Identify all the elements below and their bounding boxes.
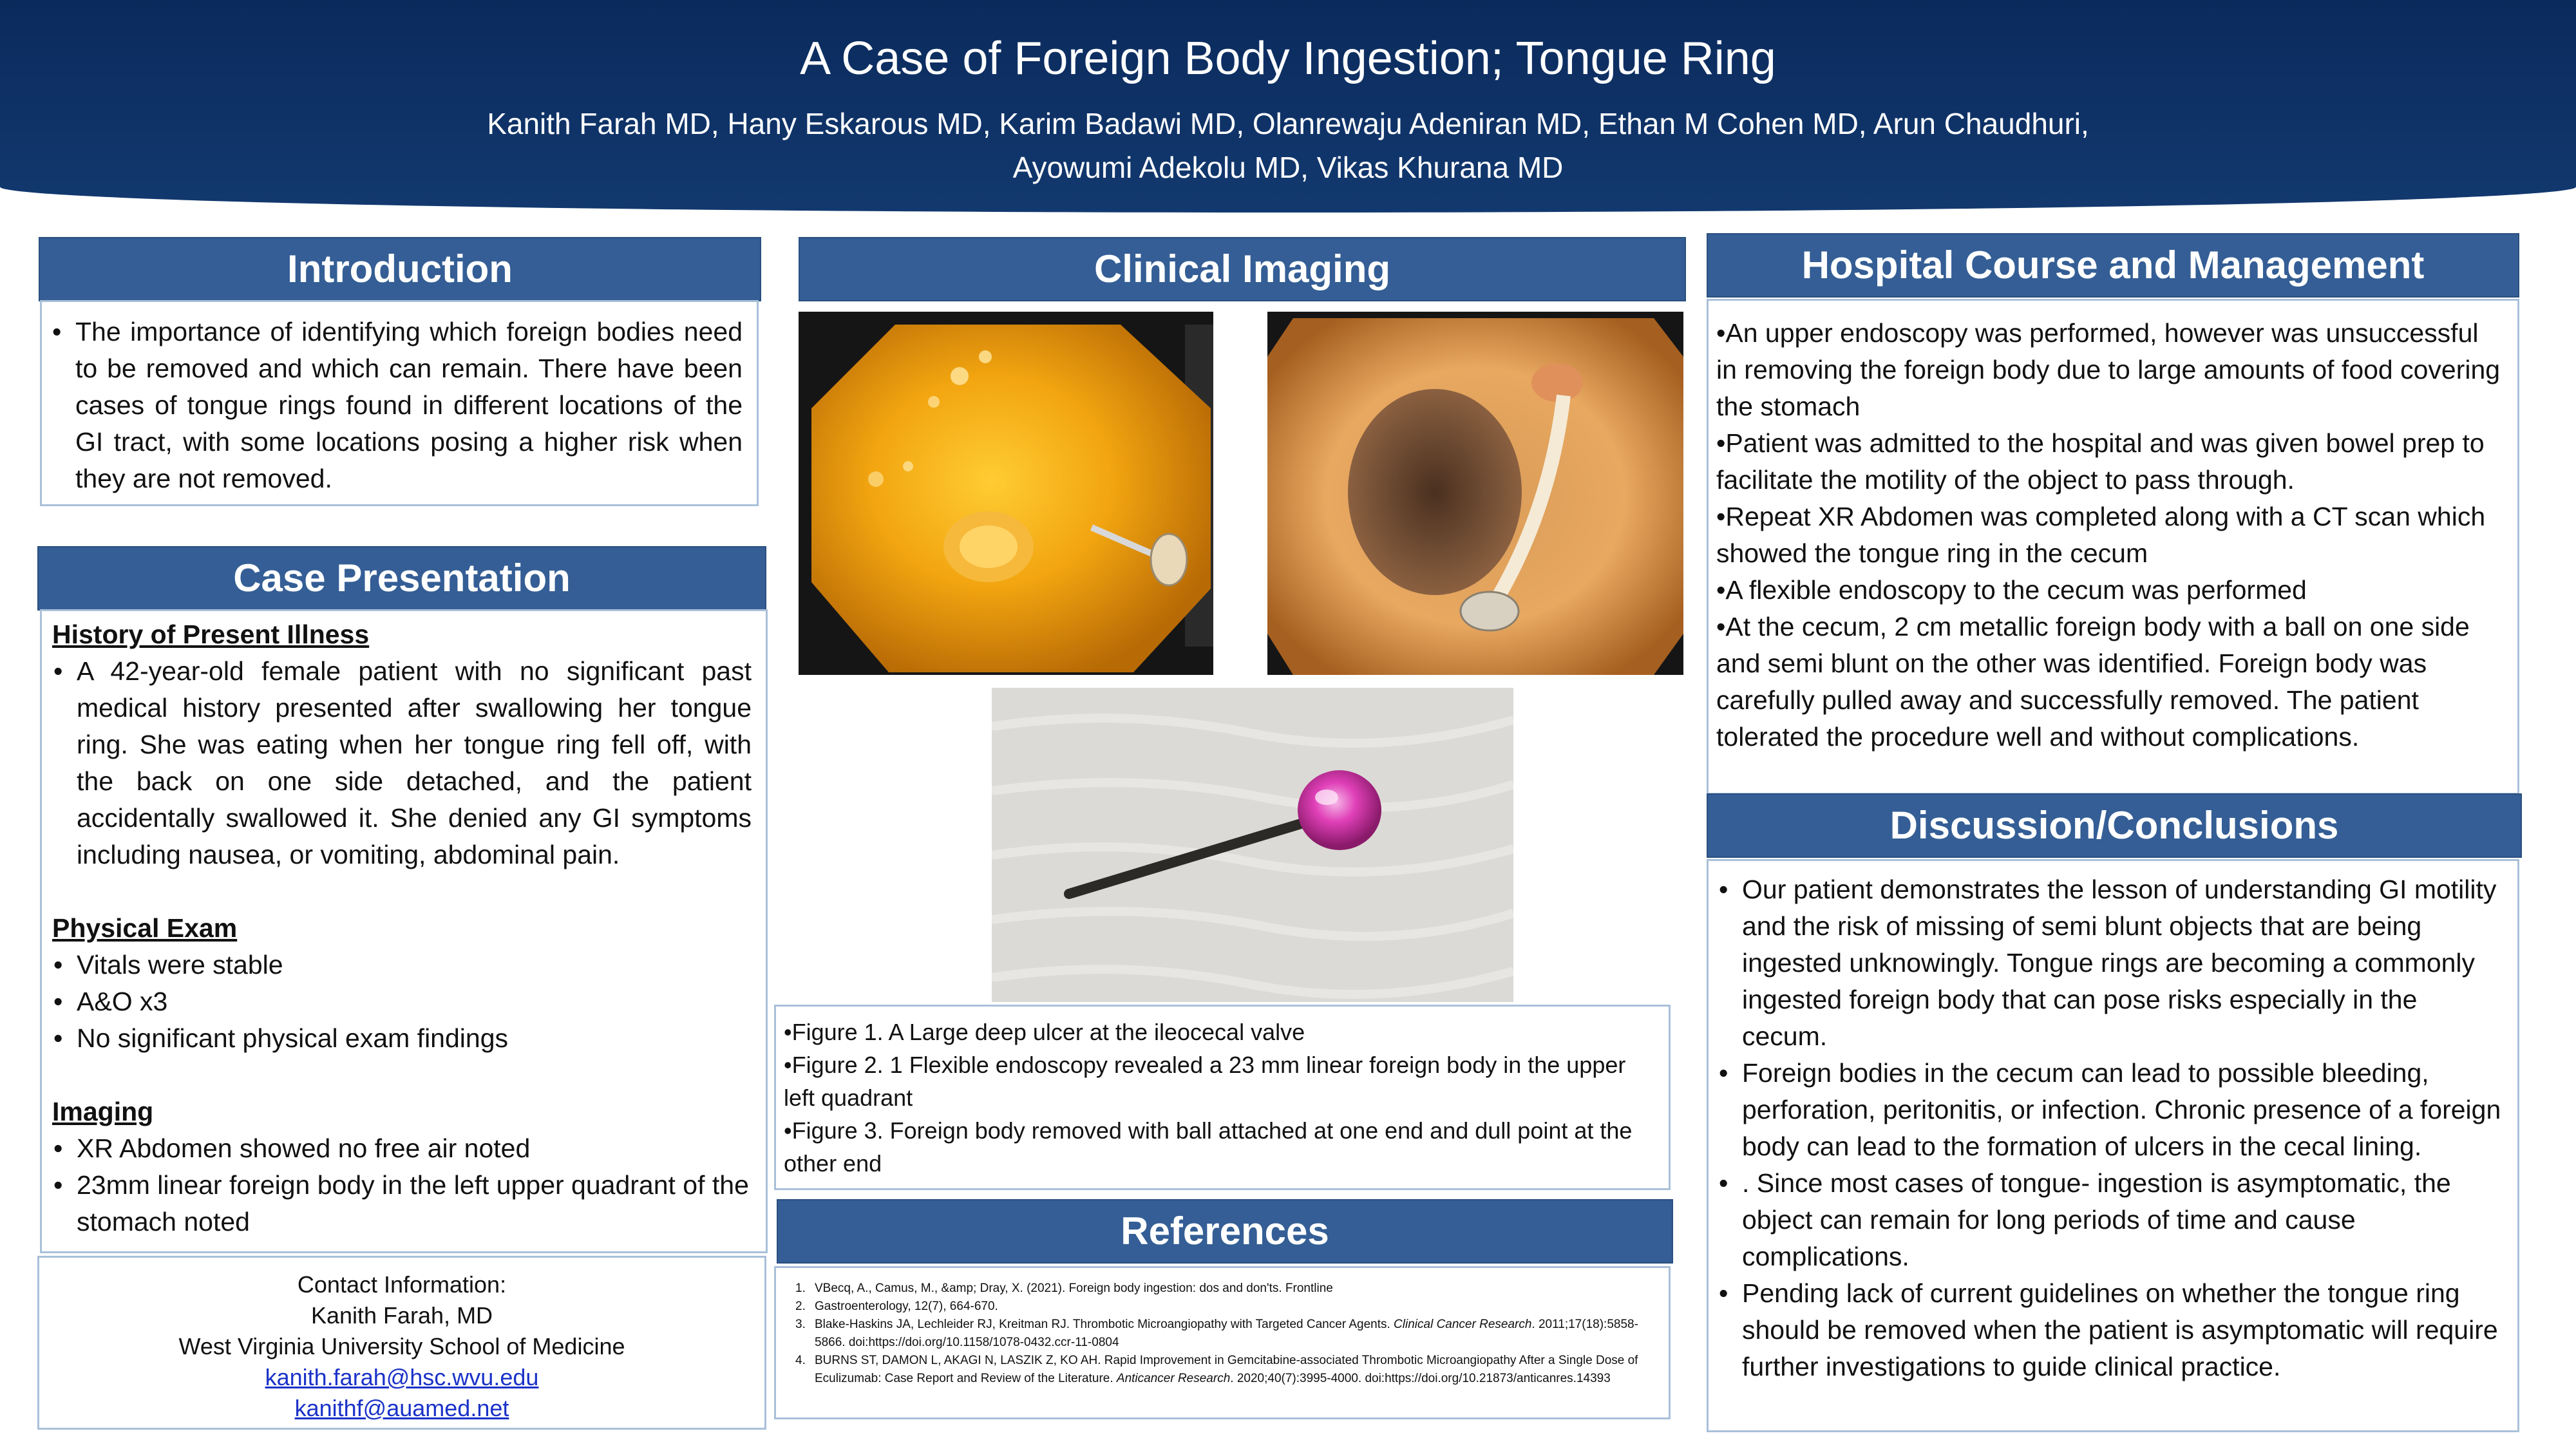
hospital-course-bullet: •Patient was admitted to the hospital and was given bowel prep to facilitate the motility of the object to pass through.: [1716, 428, 2485, 495]
imaging-bullet: • XR Abdomen showed no free air noted: [52, 1130, 752, 1167]
reference-text: Blake-Haskins JA, Lechleider RJ, Kreitman RJ. Thrombotic Microangiopathy with Targeted Cancer Agents.: [815, 1318, 1394, 1331]
contact-org: West Virginia University School of Medicine: [178, 1333, 625, 1359]
discussion-bullet: • . Since most cases of tongue- ingestion is asymptomatic, the object can remain for long periods of time and cause complications.: [1718, 1165, 2502, 1275]
physical-exam-bullet: • No significant physical exam findings: [52, 1020, 752, 1057]
reference-text: Gastroenterology, 12(7), 664-670.: [815, 1300, 998, 1313]
poster-title: A Case of Foreign Body Ingestion; Tongue Ring: [800, 33, 1776, 84]
imaging-list: [52, 1130, 752, 1240]
contact-email-1[interactable]: kanith.farah@hsc.wvu.edu: [265, 1364, 539, 1390]
imaging-title: Imaging: [52, 1097, 154, 1126]
figure-caption: •Figure 1. A Large deep ulcer at the ileocecal valve: [784, 1019, 1305, 1045]
physical-exam-bullet: • Vitals were stable: [52, 947, 752, 983]
introduction-bullet: • The importance of identifying which foreign bodies need to be removed and which can remain. There have been cases of tongue rings found in different locations of the GI tract, with some locations posing a higher risk when they are not removed.: [51, 314, 743, 497]
hpi-title: History of Present Illness: [52, 620, 370, 649]
reference-item: [795, 1298, 1662, 1316]
contact-name: Kanith Farah, MD: [310, 1302, 493, 1329]
discussion-heading: Discussion/Conclusions: [1707, 793, 2522, 858]
discussion-list: [1714, 871, 2502, 1385]
physical-exam-title: Physical Exam: [52, 913, 238, 943]
reference-number: 1.: [795, 1282, 806, 1295]
references-box: [774, 1266, 1671, 1419]
hospital-course-bullet: •An upper endoscopy was performed, however was unsuccessful in removing the foreign body due to large amounts of food covering the stomach: [1716, 318, 2501, 421]
introduction-heading: Introduction: [39, 237, 761, 301]
figure-captions-box: [774, 1005, 1671, 1190]
poster-header: [0, 0, 2576, 213]
hpi-bullet: • A 42-year-old female patient with no significant past medical history presented after swallowing her tongue ring. She was eating when her tongue ring fell off, with the back on one side detached, and the patient accidentally swallowed it. She denied any GI symptoms including nausea, or vomiting, abdominal pain.: [52, 653, 752, 873]
reference-list: [782, 1280, 1662, 1388]
figure-caption: •Figure 3. Foreign body removed with ball attached at one end and dull point at the other end: [784, 1117, 1633, 1177]
contact-box: [37, 1256, 766, 1430]
hospital-course-box: [1707, 299, 2519, 795]
hospital-course-bullet: •Repeat XR Abdomen was completed along with a CT scan which showed the tongue ring in the cecum: [1716, 502, 2486, 568]
reference-number: 4.: [795, 1354, 806, 1367]
references-heading: References: [777, 1199, 1673, 1264]
discussion-bullet: • Our patient demonstrates the lesson of understanding GI motility and the risk of missing of semi blunt objects that are being ingested unknowingly. Tongue rings are becoming a commonly ingested foreign body that can pose risks especially in the cecum.: [1718, 871, 2502, 1055]
figure-2-endoscopy-image: [1267, 312, 1683, 675]
authors-line-2: Ayowumi Adekolu MD, Vikas Khurana MD: [1012, 151, 1564, 184]
imaging-bullet: • 23mm linear foreign body in the left upper quadrant of the stomach noted: [52, 1167, 752, 1240]
physical-exam-bullet: • A&O x3: [52, 983, 752, 1020]
figure-3-tongue-ring-photo: [992, 688, 1513, 1002]
tongue-ring-photo-graphic: [992, 688, 1513, 1002]
discussion-bullet: • Pending lack of current guidelines on whether the tongue ring should be removed when the patient is asymptomatic will require further investigations to guide clinical practice.: [1718, 1275, 2502, 1385]
reference-details: . 2020;40(7):3995-4000. doi:https://doi.org/10.21873/anticanres.14393: [1230, 1372, 1611, 1385]
reference-item: [795, 1352, 1662, 1388]
discussion-box: [1707, 859, 2519, 1432]
case-presentation-heading: Case Presentation: [37, 546, 766, 611]
endoscopy-image-1-graphic: [799, 312, 1213, 675]
hospital-course-heading: Hospital Course and Management: [1707, 233, 2519, 298]
reference-item: [795, 1280, 1662, 1298]
hospital-course-bullet: •At the cecum, 2 cm metallic foreign body with a ball on one side and semi blunt on the other was identified. Foreign body was carefully pulled away and successfully removed. The patient tolerated the procedure well and without complications.: [1716, 612, 2470, 752]
clinical-imaging-heading: Clinical Imaging: [799, 237, 1686, 301]
case-presentation-box: [40, 609, 768, 1253]
hospital-course-bullet: •A flexible endoscopy to the cecum was performed: [1716, 575, 2307, 605]
reference-item: [795, 1316, 1662, 1352]
reference-number: 2.: [795, 1300, 806, 1313]
introduction-box: [40, 300, 759, 506]
hpi-list: [52, 653, 752, 873]
hospital-course-list: [1716, 315, 2502, 755]
discussion-bullet: • Foreign bodies in the cecum can lead to possible bleeding, perforation, peritonitis, or infection. Chronic presence of a foreign body can lead to the formation of ulcers in the cecal lining.: [1718, 1055, 2502, 1165]
endoscopy-image-2-graphic: [1267, 312, 1683, 675]
figure-caption-list: [784, 1016, 1662, 1180]
authors-line-1: Kanith Farah MD, Hany Eskarous MD, Karim Badawi MD, Olanrewaju Adeniran MD, Ethan M Cohen MD, Arun Chaudhuri,: [487, 107, 2089, 140]
author-list: [193, 102, 2383, 189]
contact-title: Contact Information:: [297, 1271, 507, 1298]
reference-journal: Anticancer Research: [1116, 1372, 1231, 1385]
reference-details: . 2011;17(18):5858-5866. doi:https://doi.org/10.1158/1078-0432.ccr-11-0804: [815, 1318, 1638, 1349]
reference-text: BURNS ST, DAMON L, AKAGI N, LASZIK Z, KO AH. Rapid Improvement in Gemcitabine-associated Thrombotic Microangiopathy After a Single Dose of Eculizumab: Case Report and Review of the Literature.: [815, 1354, 1638, 1385]
reference-text: VBecq, A., Camus, M., &amp; Dray, X. (2021). Foreign body ingestion: dos and don'ts. Frontline: [815, 1282, 1333, 1295]
figure-1-endoscopy-image: [799, 312, 1213, 675]
physical-exam-list: [52, 947, 752, 1057]
reference-journal: Clinical Cancer Research: [1394, 1318, 1532, 1331]
figure-caption: •Figure 2. 1 Flexible endoscopy revealed a 23 mm linear foreign body in the upper left quadrant: [784, 1052, 1626, 1111]
introduction-list: [51, 314, 743, 497]
reference-number: 3.: [795, 1318, 806, 1331]
contact-email-2[interactable]: kanithf@auamed.net: [294, 1395, 509, 1421]
